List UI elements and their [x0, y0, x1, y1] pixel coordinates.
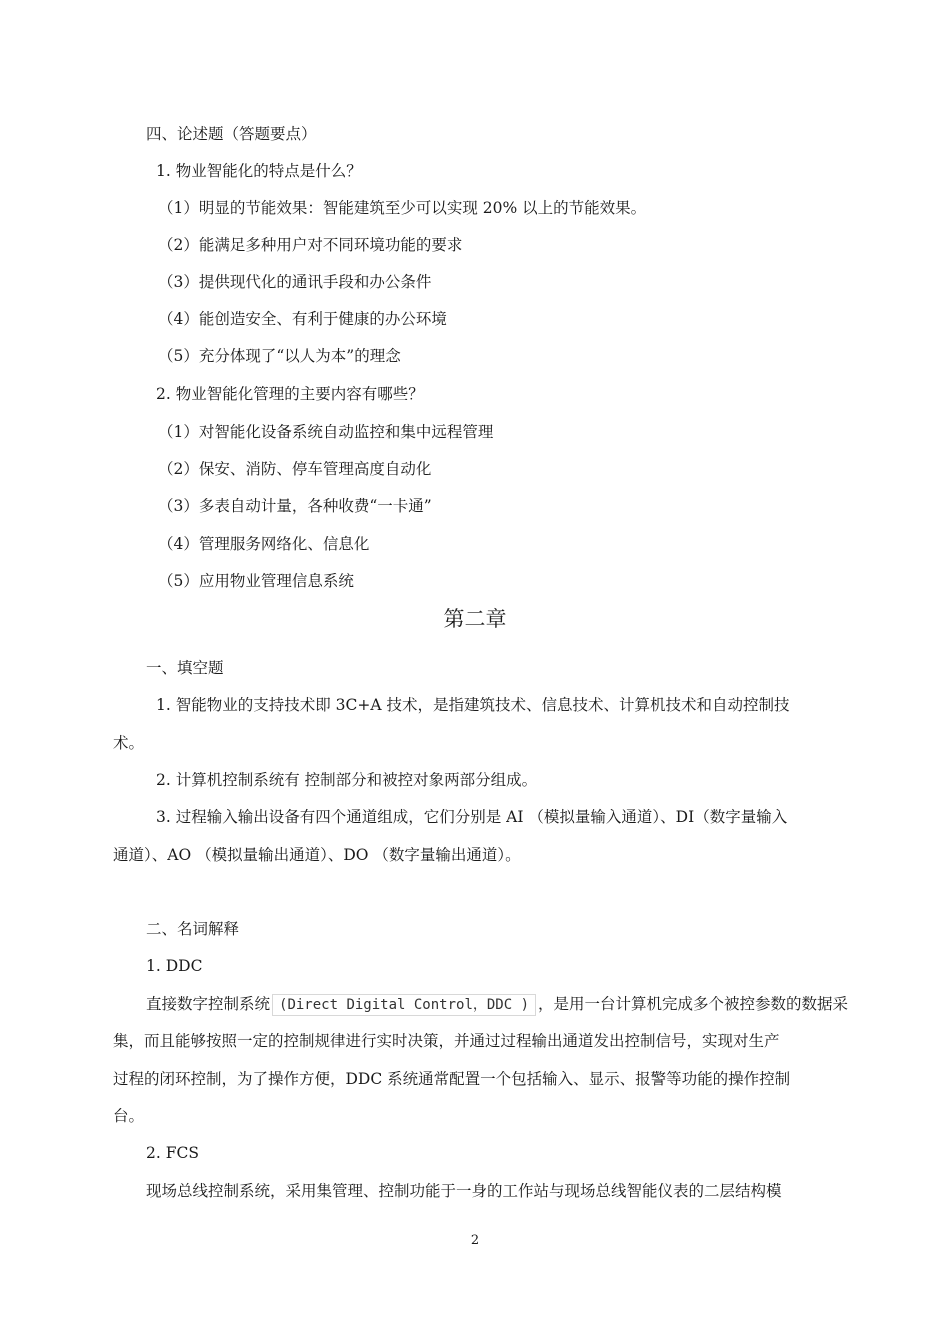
term-1-line-3: 过程的闭环控制，为了操作方便，DDC 系统通常配置一个包括输入、显示、报警等功能的操作控制 — [113, 1070, 791, 1088]
term-1-line-1 — [146, 994, 848, 1016]
q1-item-2: （2）能满足多种用户对不同环境功能的要求 — [158, 236, 463, 254]
q2-item-3: （3）多表自动计量，各种收费“一卡通” — [158, 497, 432, 515]
question-2: 2. 物业智能化管理的主要内容有哪些？ — [156, 385, 424, 403]
term-1-line-2: 集，而且能够按照一定的控制规律进行实时决策，并通过过程输出通道发出控制信号，实现对生产 — [113, 1032, 780, 1050]
term-1-inline-english: (Direct Digital Control，DDC ) — [272, 994, 536, 1016]
term-2-line-1: 现场总线控制系统，采用集管理、控制功能于一身的工作站与现场总线智能仪表的二层结构模 — [146, 1182, 782, 1200]
fill-1-line-2: 术。 — [113, 734, 145, 752]
q2-item-1: （1）对智能化设备系统自动监控和集中远程管理 — [158, 423, 494, 441]
q1-item-3: （3）提供现代化的通讯手段和办公条件 — [158, 273, 432, 291]
q2-item-4: （4）管理服务网络化、信息化 — [158, 535, 370, 553]
fill-2: 2. 计算机控制系统有 控制部分和被控对象两部分组成。 — [156, 771, 538, 789]
chapter-title: 第二章 — [443, 607, 507, 631]
fill-3-line-1: 3. 过程输入输出设备有四个通道组成，它们分别是 AI （模拟量输入通道）、DI（数字量输入 — [156, 808, 788, 826]
terms-heading: 二、名词解释 — [146, 920, 240, 938]
q1-item-4: （4）能创造安全、有利于健康的办公环境 — [158, 310, 447, 328]
q2-item-5: （5）应用物业管理信息系统 — [158, 572, 354, 590]
section4-heading: 四、论述题（答题要点） — [146, 125, 317, 143]
term-1-line-1-rest: ，是用一台计算机完成多个被控参数的数据采 — [538, 995, 849, 1013]
page-number: 2 — [470, 1233, 480, 1248]
q1-item-5: （5）充分体现了“以人为本”的理念 — [158, 347, 401, 365]
term-1-prefix: 直接数字控制系统 — [146, 995, 271, 1013]
q2-item-2: （2）保安、消防、停车管理高度自动化 — [158, 460, 432, 478]
fill-1-line-1: 1. 智能物业的支持技术即 3C+A 技术，是指建筑技术、信息技术、计算机技术和自动控制技 — [156, 696, 790, 714]
q1-item-1: （1）明显的节能效果：智能建筑至少可以实现 20% 以上的节能效果。 — [158, 199, 647, 217]
fill-3-line-2: 通道）、AO （模拟量输出通道）、DO （数字量输出通道）。 — [113, 846, 521, 864]
term-1-title: 1. DDC — [146, 957, 203, 975]
question-1: 1. 物业智能化的特点是什么？ — [156, 162, 362, 180]
fill-blank-heading: 一、填空题 — [146, 659, 224, 677]
term-2-title: 2. FCS — [146, 1144, 199, 1162]
term-1-line-4: 台。 — [113, 1107, 145, 1125]
